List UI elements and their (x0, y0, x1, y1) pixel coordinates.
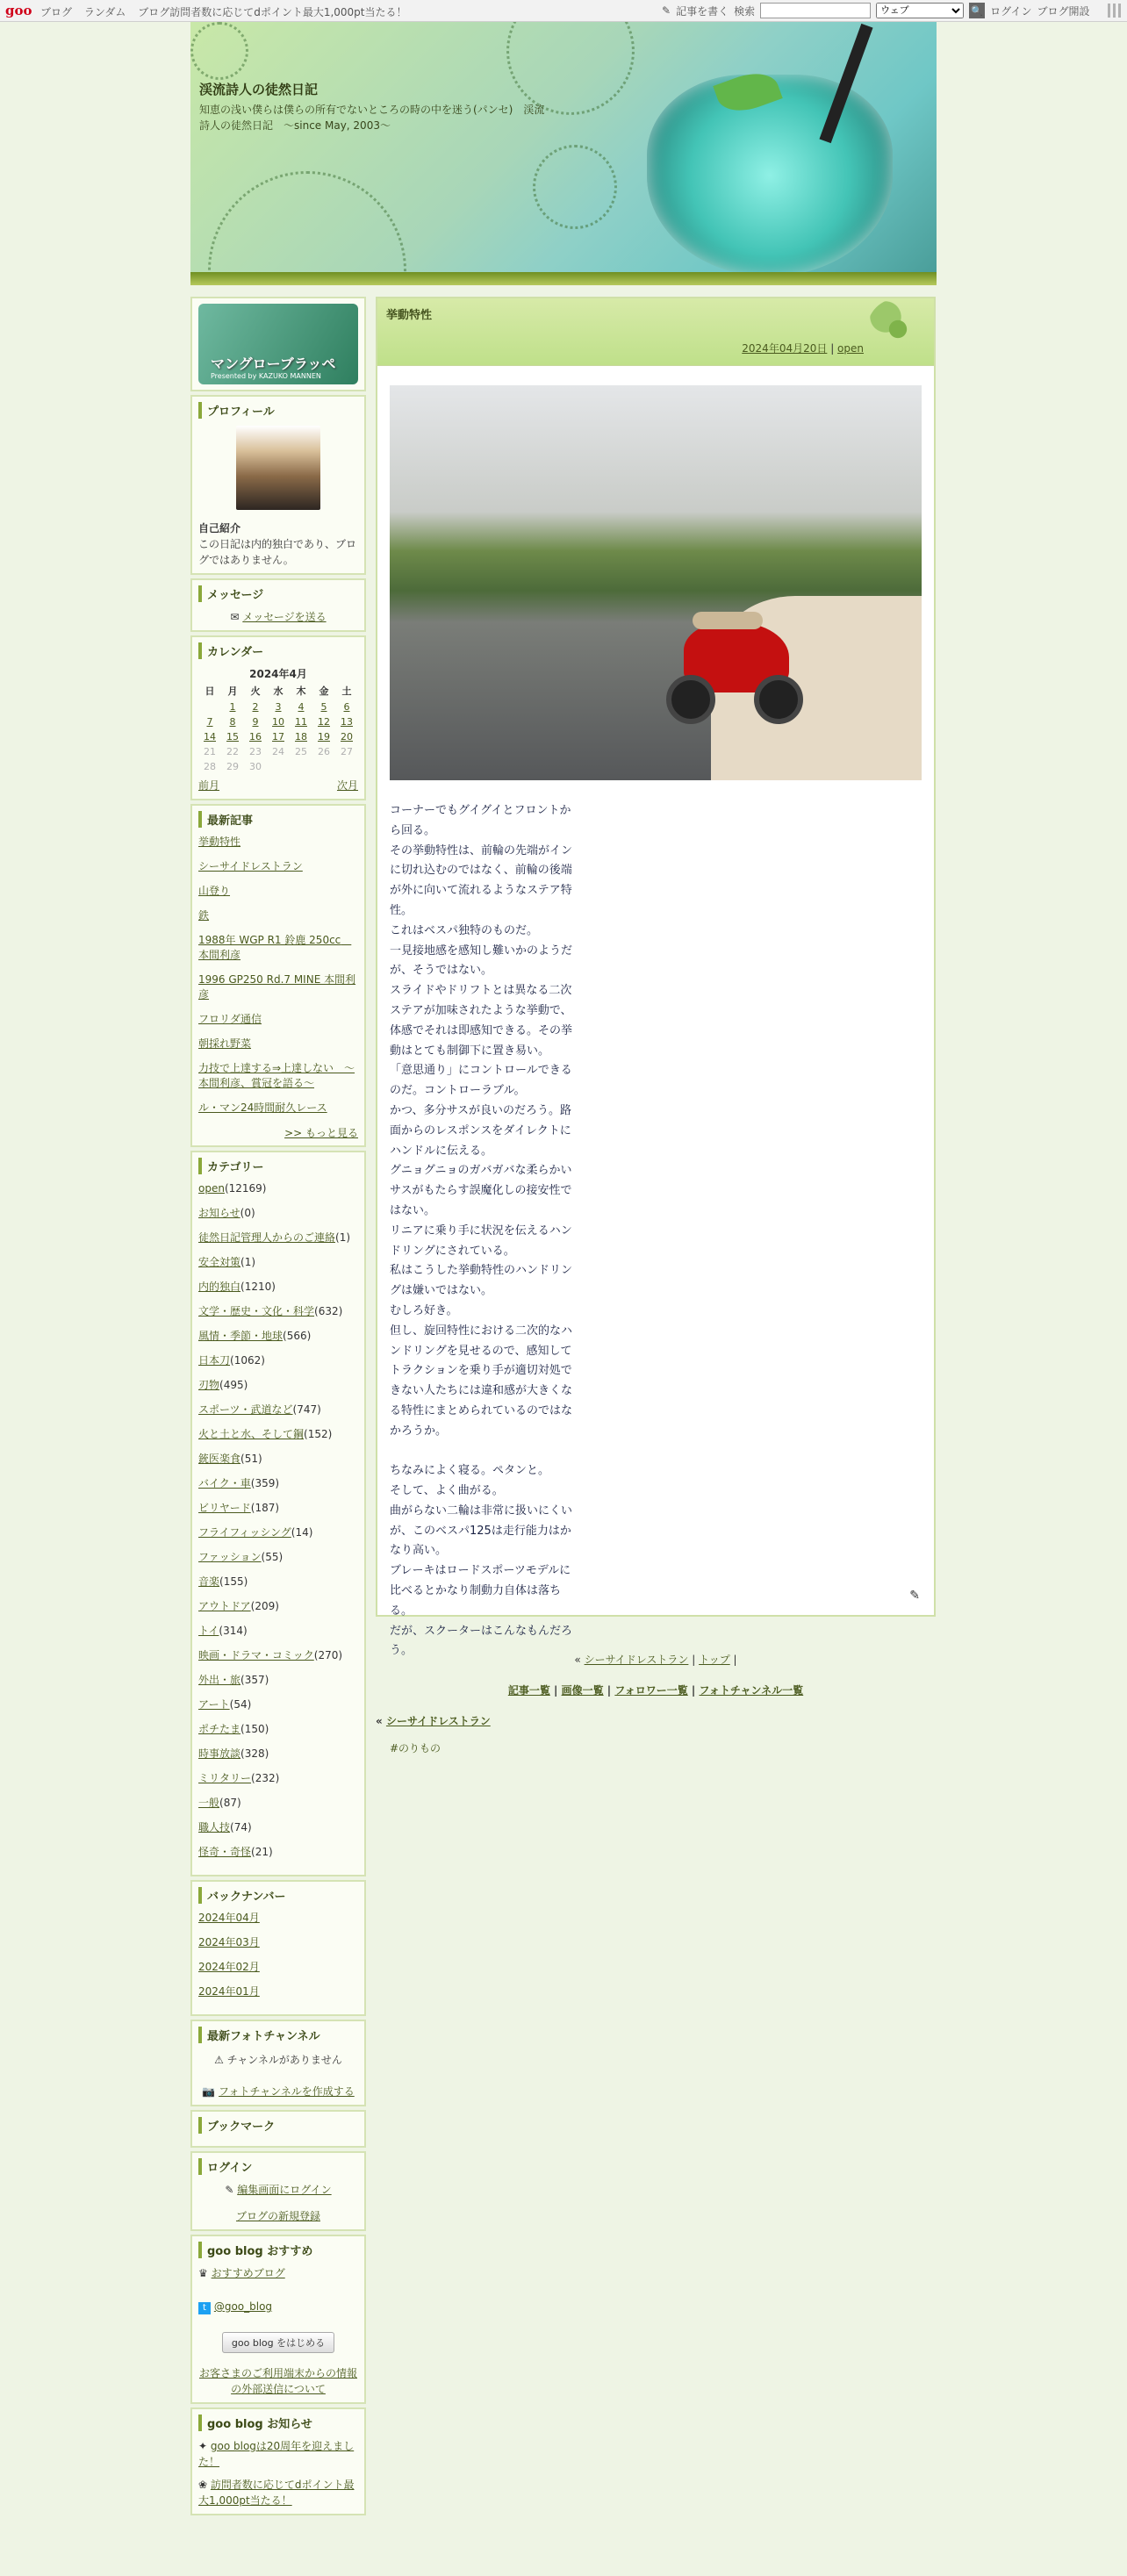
pencil-icon: ✎ (225, 2184, 234, 2196)
categories-box (190, 1151, 366, 1876)
camera-icon: 📷 (202, 2085, 216, 2098)
blog-description: 知恵の浅い僕らは僕らの所有でないところの時の中を迷う(パンセ) 渓流詩人の徒然日記 ～since May, 2003～ (199, 104, 545, 132)
backnumber-box (190, 1880, 366, 2016)
post-tag[interactable]: #のりもの (390, 1742, 441, 1755)
calendar-day[interactable]: 12 (318, 716, 330, 728)
category-link[interactable]: 音楽 (198, 1575, 220, 1588)
search-input[interactable] (760, 3, 871, 18)
calendar-day: 25 (295, 746, 307, 757)
category-link[interactable]: スポーツ・武道など (198, 1403, 293, 1416)
post-paragraph (390, 1442, 574, 1462)
bottom-prev-link: « シーサイドレストラン (376, 1715, 491, 1727)
category-item: ビリヤード(187) (198, 1502, 280, 1514)
top-right (662, 3, 1090, 18)
category-link[interactable]: 安全対策 (198, 1256, 241, 1268)
category-link[interactable]: 職人技 (198, 1821, 231, 1833)
recent-post-link[interactable]: 挙動特性 (198, 836, 241, 848)
post-paragraph: かつ、多分サスが良いのだろう。路面からのレスポンスをダイレクトにハンドルに伝える。 (390, 1103, 571, 1158)
next-month-link[interactable]: 次月 (336, 779, 358, 792)
category-item: 音楽(155) (198, 1575, 248, 1588)
message-heading: メッセージ (198, 585, 358, 602)
calendar-day[interactable]: 19 (318, 731, 330, 743)
category-item: スポーツ・武道など(747) (198, 1403, 321, 1416)
followers-link[interactable]: フォロワー一覧 (614, 1684, 688, 1697)
category-item: 怪奇・奇怪(21) (198, 1846, 273, 1858)
category-link[interactable]: 銃医楽食 (198, 1453, 241, 1465)
category-link[interactable]: ミリタリー (198, 1772, 252, 1784)
weekday: 土 (341, 685, 352, 697)
category-item: アート(54) (198, 1698, 252, 1711)
bookmark-box (190, 2110, 366, 2148)
category-item: ミリタリー(232) (198, 1772, 280, 1784)
calendar-day: 28 (204, 761, 216, 772)
calendar-day: 23 (249, 746, 262, 757)
post-paragraph: 但し、旋回特性における二次的なハンドリングを見せるので、感知してトラクションを乗り手が適切対処できない人たちには違和感が大きくなる特性にまとめられているのではなかろうか。 (390, 1324, 573, 1438)
recent-post-link[interactable]: 力技で上達する⇒上達しない ～本間利彦、賞冠を語る～ (198, 1062, 355, 1089)
edit-login-link[interactable]: 編集画面にログイン (237, 2184, 332, 2196)
category-link[interactable]: アート (198, 1698, 230, 1711)
category-item: アウトドア(209) (198, 1600, 279, 1612)
edit-pencil-icon[interactable]: ✎ (909, 1589, 920, 1603)
recommend-blog-link[interactable]: おすすめブログ (211, 2267, 285, 2279)
category-item: 風情・季節・地球(566) (198, 1330, 312, 1342)
twitter-link[interactable]: @goo_blog (213, 2300, 273, 2313)
weekday: 月 (227, 685, 238, 697)
backnumber-link[interactable]: 2024年03月 (198, 1936, 260, 1948)
search-scope-select[interactable] (876, 3, 964, 18)
no-channel-text: チャンネルがありません (226, 2054, 342, 2066)
search-button[interactable] (969, 3, 985, 18)
post-date-link[interactable]: 2024年04月20日 (742, 342, 828, 355)
blog-title[interactable]: 渓流詩人の徒然日記 (199, 82, 319, 97)
external-transmission-link[interactable]: お客さまのご利用端末からの情報の外部送信について (198, 2367, 357, 2395)
category-link[interactable]: バイク・車 (198, 1477, 251, 1489)
backnumber-link[interactable]: 2024年02月 (198, 1961, 260, 1973)
all-images-link[interactable]: 画像一覧 (561, 1684, 604, 1697)
post-category-link[interactable]: open (837, 342, 864, 355)
calendar-day[interactable]: 14 (204, 731, 216, 743)
banner-subtitle: Presented by KAZUKO MANNEN (211, 372, 321, 380)
category-link[interactable]: 一般 (198, 1797, 220, 1809)
calendar-day[interactable]: 4 (298, 701, 305, 713)
login-link[interactable]: ログイン (990, 4, 1032, 18)
write-link[interactable]: 記事を書く (676, 4, 729, 18)
news-link[interactable]: 訪問者数に応じてdポイント最大1,000pt当たる！ (198, 2479, 355, 2507)
recent-post-link[interactable]: 鉄 (198, 909, 210, 922)
calendar-table (198, 682, 358, 774)
photochannels-link[interactable]: フォトチャンネル一覧 (699, 1684, 804, 1697)
backnumber-heading: バックナンバー (198, 1887, 358, 1904)
category-item: 職人技(74) (198, 1821, 252, 1833)
news-box (190, 2407, 366, 2515)
header-strip (190, 272, 937, 285)
weekday: 日 (205, 685, 215, 697)
recent-post-link[interactable]: ル・マン24時間耐久レース (198, 1101, 327, 1114)
pencil-icon: ✎ (662, 4, 671, 17)
sidebar (190, 297, 366, 2519)
start-blog-button[interactable]: goo blog をはじめる (222, 2332, 334, 2353)
calendar-day[interactable]: 2 (252, 701, 259, 713)
envelope-icon: ✉ (230, 611, 240, 623)
weekday: 火 (250, 685, 261, 697)
calendar-day (267, 759, 290, 774)
nav-campaign[interactable]: ブログ訪問者数に応じてdポイント最大1,000pt当たる！ (138, 6, 407, 18)
post-paragraph: ブレーキはロードスポーツモデルに比べるとかなり制動力自体は落ちる。 (390, 1564, 571, 1618)
shaved-ice-glass-image (647, 75, 893, 272)
all-posts-link[interactable]: 記事一覧 (507, 1684, 550, 1697)
recent-posts-box (190, 804, 366, 1147)
create-photochannel-link[interactable]: フォトチャンネルを作成する (219, 2085, 355, 2098)
blog-banner[interactable] (198, 304, 358, 384)
recent-list (198, 835, 358, 1116)
news-link[interactable]: goo blogは20周年を迎えました！ (198, 2440, 355, 2468)
banner-title: マングローブラッペ (211, 355, 336, 372)
top-nav (40, 4, 416, 19)
post-paragraph: 「意思通り」にコントロールできるのだ。コントローラブル。 (390, 1064, 572, 1098)
category-link[interactable]: トイ (198, 1625, 219, 1637)
category-link[interactable]: 文学・歴史・文化・科学 (198, 1305, 315, 1317)
category-item: 映画・ドラマ・コミック(270) (198, 1649, 343, 1661)
calendar-day[interactable]: 17 (272, 731, 284, 743)
more-posts-link[interactable]: >> もっと見る (284, 1127, 358, 1139)
category-item: 外出・旅(357) (198, 1674, 269, 1686)
flower-decoration (867, 298, 929, 360)
calendar-day: 26 (318, 746, 330, 757)
goo-logo[interactable]: goo (5, 3, 32, 18)
calendar-day[interactable]: 13 (341, 716, 353, 728)
category-item: 一般(87) (198, 1797, 241, 1809)
profile-heading: プロフィール (198, 402, 358, 419)
post-paragraph: だが、スクーターはこんなもんだろう。 (390, 1624, 573, 1658)
post-paragraph: そして、よく曲がる。 (390, 1484, 504, 1498)
post-paragraph: むしろ好き。 (390, 1303, 458, 1317)
recent-post-link[interactable]: フロリダ通信 (198, 1013, 262, 1025)
recent-heading: 最新記事 (198, 811, 358, 828)
calendar-day: 21 (204, 746, 216, 757)
recent-post-link[interactable]: 朝採れ野菜 (198, 1037, 252, 1050)
mandala-decoration (208, 171, 406, 272)
intro-text: この日記は内的独白であり、ブログではありません。 (198, 538, 357, 566)
category-item: 火と土と水、そして鋼(152) (198, 1428, 333, 1440)
category-link[interactable]: ポチたま (198, 1723, 241, 1735)
category-link[interactable]: お知らせ (198, 1207, 240, 1219)
red-scooter (649, 587, 807, 728)
post-body (377, 780, 934, 1661)
weekday: 水 (273, 685, 284, 697)
scooter-photo[interactable] (390, 385, 922, 780)
backnumber-link[interactable]: 2024年04月 (198, 1912, 260, 1924)
calendar-day[interactable]: 9 (252, 716, 259, 728)
message-box (190, 578, 366, 632)
calendar-day[interactable]: 18 (295, 731, 307, 743)
category-item: 刃物(495) (198, 1379, 248, 1391)
search-icon: 🔍 (971, 4, 983, 17)
calendar-day: 27 (341, 746, 353, 757)
search-label: 検索 (734, 4, 756, 18)
category-link[interactable]: 怪奇・奇怪 (198, 1846, 252, 1858)
recent-post-link[interactable]: シーサイドレストラン (198, 860, 303, 872)
recent-post-link[interactable]: 1996 GP250 Rd.7 MINE 本間利彦 (198, 973, 356, 1001)
post-pager: « シーサイドレストラン | トップ | (574, 1654, 737, 1666)
category-link[interactable]: 外出・旅 (198, 1674, 241, 1686)
calendar-day[interactable]: 5 (320, 701, 327, 713)
calendar-day (335, 759, 358, 774)
top-link[interactable]: トップ (699, 1654, 730, 1666)
calendar-day[interactable]: 3 (275, 701, 282, 713)
main-content (376, 297, 936, 1755)
category-item: 徒然日記管理人からのご連絡(1) (198, 1231, 351, 1244)
footer-links: 記事一覧 | 画像一覧 | フォロワー一覧 | フォトチャンネル一覧 (507, 1684, 804, 1697)
calendar-day[interactable]: 11 (295, 716, 307, 728)
category-item: 銃医楽食(51) (198, 1453, 262, 1465)
calendar-day (290, 759, 312, 774)
category-link[interactable]: open (198, 1182, 225, 1195)
category-link[interactable]: ファッション (198, 1551, 262, 1563)
category-item: フライフィッシング(14) (198, 1526, 313, 1539)
category-item: バイク・車(359) (198, 1477, 280, 1489)
weekday: 木 (296, 685, 306, 697)
avatar[interactable] (236, 426, 320, 510)
calendar-day[interactable]: 1 (229, 701, 236, 713)
backnumber-link[interactable]: 2024年01月 (198, 1985, 260, 1998)
intro-label: 自己紹介 (198, 522, 241, 535)
category-link[interactable]: 刃物 (198, 1379, 220, 1391)
calendar-day[interactable]: 8 (229, 716, 236, 728)
categories-heading: カテゴリー (198, 1158, 358, 1174)
recent-post-link[interactable]: 山登り (198, 885, 231, 897)
mandala-decoration (190, 22, 248, 80)
blog-header (190, 22, 937, 272)
post-title[interactable]: 挙動特性 (386, 309, 433, 322)
bottom-prev-post-link[interactable]: シーサイドレストラン (385, 1715, 491, 1727)
category-link[interactable]: アウトドア (198, 1600, 251, 1612)
login-box (190, 2151, 366, 2231)
category-item: 安全対策(1) (198, 1256, 256, 1268)
calendar-month: 2024年4月 (249, 668, 307, 680)
category-item: ファッション(55) (198, 1551, 284, 1563)
category-item: 内的独白(1210) (198, 1281, 276, 1293)
open-blog-link[interactable]: ブログ開設 (1037, 4, 1090, 18)
post-header (377, 298, 934, 366)
calendar-day[interactable]: 10 (272, 716, 284, 728)
grid-menu-icon[interactable] (1108, 4, 1122, 18)
calendar-day[interactable]: 6 (343, 701, 350, 713)
calendar-box (190, 635, 366, 800)
recommend-box (190, 2235, 366, 2404)
category-link[interactable]: ビリヤード (198, 1502, 251, 1514)
post-paragraph: コーナーでもグイグイとフロントから回る。 (390, 804, 571, 837)
login-heading: ログイン (198, 2158, 358, 2175)
category-list (198, 1181, 358, 1860)
nav-random[interactable]: ランダム (83, 6, 126, 18)
photochannel-box (190, 2020, 366, 2106)
post-paragraph: リニアに乗り手に状況を伝えるハンドリングにされている。 (390, 1223, 572, 1258)
post-paragraph: 私はこうした挙動特性のハンドリングは嫌いではない。 (390, 1264, 573, 1298)
prev-post-link[interactable]: シーサイドレストラン (584, 1654, 689, 1666)
warning-icon: ⚠ (214, 2054, 224, 2066)
calendar-day (312, 759, 335, 774)
calendar-day (198, 700, 221, 714)
post-paragraph: これはベスパ独特のものだ。 (390, 923, 539, 937)
category-link[interactable]: 内的独白 (198, 1281, 241, 1293)
star-icon: ✦ (198, 2440, 208, 2452)
news-heading: goo blog お知らせ (198, 2415, 358, 2431)
category-link[interactable]: 映画・ドラマ・コミック (198, 1649, 314, 1661)
category-item: 時事放談(328) (198, 1747, 269, 1760)
profile-box (190, 395, 366, 575)
calendar-day: 24 (272, 746, 284, 757)
prev-month-link[interactable]: 前月 (198, 779, 220, 792)
category-item: open(12169) (198, 1182, 267, 1195)
category-link[interactable]: 火と土と水、そして鋼 (198, 1428, 305, 1440)
post-meta: 2024年04月20日 | open (742, 342, 864, 355)
calendar-day[interactable]: 16 (249, 731, 262, 743)
post-paragraph: 曲がらない二輪は非常に扱いにくいが、このベスパ125は走行能力はかなり高い。 (390, 1503, 573, 1558)
top-bar (0, 0, 1127, 22)
category-item: お知らせ(0) (198, 1207, 255, 1219)
post-paragraph: その挙動特性は、前輪の先端がインに切れ込むのではなく、前輪の後端が外に向いて流れるようなステア特性。 (390, 843, 573, 917)
post-paragraph: 一見接地感を感知し難いかのようだが、そうではない。 (390, 944, 573, 978)
calendar-day: 29 (226, 761, 239, 772)
category-link[interactable]: 日本刀 (198, 1354, 231, 1367)
weekday: 金 (319, 685, 329, 697)
calendar-day: 30 (249, 761, 262, 772)
nav-blog[interactable]: ブログ (40, 6, 73, 18)
calendar-day: 22 (226, 746, 239, 757)
mandala-decoration (533, 145, 617, 229)
bookmark-heading: ブックマーク (198, 2117, 358, 2134)
post-paragraph: スライドやドリフトとは異なる二次ステアが加味されたような挙動で、体感でそれは即感知できる。その挙動はとても制御下に置き易い。 (390, 984, 573, 1058)
recent-post-link[interactable]: 1988年 WGP R1 鈴鹿 250cc 本間利彦 (198, 934, 352, 961)
category-item: 文学・歴史・文化・科学(632) (198, 1305, 343, 1317)
category-link[interactable]: フライフィッシング (198, 1526, 291, 1539)
category-item: 日本刀(1062) (198, 1354, 265, 1367)
gift-icon: ❀ (198, 2479, 208, 2491)
category-link[interactable]: 風情・季節・地球 (198, 1330, 284, 1342)
calendar-day[interactable]: 20 (341, 731, 353, 743)
category-item: トイ(314) (198, 1625, 248, 1637)
twitter-icon: t (198, 2302, 211, 2314)
photochannel-heading: 最新フォトチャンネル (198, 2027, 358, 2043)
send-message-link[interactable]: メッセージを送る (242, 611, 327, 623)
banner-box (190, 297, 366, 391)
post-paragraph: ちなみによく寝る。ペタンと。 (390, 1464, 550, 1478)
backnumber-list (198, 1911, 358, 1999)
calendar-day[interactable]: 7 (206, 716, 213, 728)
post-paragraph: グニョグニョのガバガバな柔らかいサスがもたらす誤魔化しの接安性ではない。 (390, 1164, 572, 1217)
crown-icon: ♛ (198, 2267, 208, 2279)
calendar-day[interactable]: 15 (226, 731, 239, 743)
category-link[interactable]: 徒然日記管理人からのご連絡 (198, 1231, 336, 1244)
register-blog-link[interactable]: ブログの新規登録 (235, 2210, 320, 2222)
recommend-heading: goo blog おすすめ (198, 2242, 358, 2258)
category-item: ポチたま(150) (198, 1723, 269, 1735)
category-link[interactable]: 時事放談 (198, 1747, 241, 1760)
calendar-heading: カレンダー (198, 642, 358, 659)
